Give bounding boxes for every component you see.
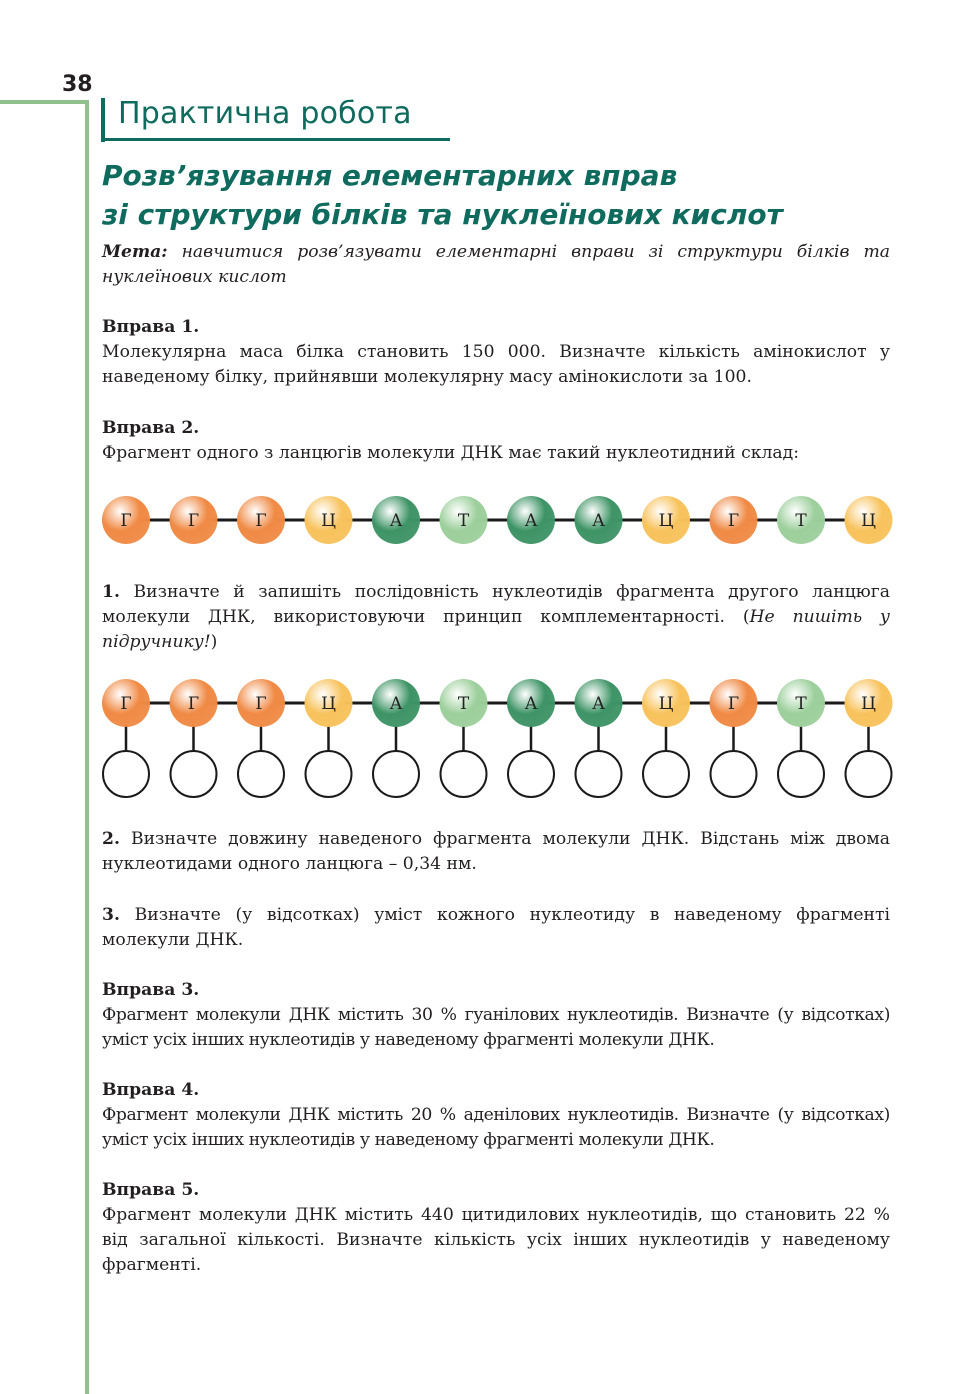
- dna-chain-1: [102, 496, 893, 544]
- question-3-body: Визначте (у відсотках) уміст кожного нуклеотиду в наведеному фрагменті молекули ДНК.: [102, 905, 890, 950]
- exercise-4-text: Фрагмент молекули ДНК містить 20 % аденілових нуклеотидів. Визначте (у відсотках) уміст усіх інших нуклеотидів у наведеному фрагменті молекули ДНК.: [102, 1105, 890, 1150]
- nucleotide-label: А: [524, 694, 538, 714]
- nucleotide-label: Г: [727, 694, 740, 714]
- empty-nucleotide-slot: [238, 751, 284, 797]
- empty-nucleotide-slot: [576, 751, 622, 797]
- exercise-3-text: Фрагмент молекули ДНК містить 30 % гуанілових нуклеотидів. Визначте (у відсотках) уміст усіх інших нуклеотидів у наведеному фрагменті молекули ДНК.: [102, 1005, 890, 1050]
- title-line-2: зі структури білків та нуклеїнових кислот: [102, 198, 783, 231]
- nucleotide-label: Ц: [658, 511, 674, 531]
- nucleotide-label: А: [389, 511, 403, 531]
- empty-nucleotide-slot: [103, 751, 149, 797]
- nucleotide-label: Ц: [321, 511, 336, 531]
- question-1-note: Не пишіть у підручнику!: [102, 607, 890, 652]
- nucleotide-label: Г: [120, 694, 132, 714]
- nucleotide-label: Т: [795, 694, 807, 714]
- empty-nucleotide-slot: [778, 751, 824, 797]
- question-1-body: Визначте й запишіть послідовність нуклеотидів фрагмента другого ланцюга молекули ДНК, використовуючи принцип комплементарності. (: [102, 582, 890, 627]
- goal-text: навчитися розв’язувати елементарні вправи зі структури білків та нуклеїнових кислот: [102, 242, 890, 287]
- nucleotide-label: Т: [457, 511, 470, 531]
- nucleotide-label: Г: [255, 694, 267, 714]
- empty-nucleotide-slot: [711, 751, 757, 797]
- question-2-text: [102, 827, 890, 877]
- nucleotide-label: Г: [120, 511, 132, 531]
- question-3-text: [102, 903, 890, 953]
- exercise-2-title: Вправа 2.: [102, 418, 200, 438]
- nucleotide-label: Т: [457, 694, 470, 714]
- dna-chain-2: [102, 679, 893, 797]
- nucleotide-label: Г: [187, 694, 200, 714]
- question-2-body: Визначте довжину наведеного фрагмента молекули ДНК. Відстань між двома нуклеотидами одного ланцюга – 0,34 нм.: [102, 829, 891, 874]
- empty-nucleotide-slot: [171, 751, 217, 797]
- empty-nucleotide-slot: [643, 751, 689, 797]
- goal-label: Мета:: [102, 242, 168, 262]
- nucleotide-label: Ц: [861, 511, 876, 531]
- nucleotide-label: А: [592, 511, 605, 531]
- exercise-5-title: Вправа 5.: [102, 1180, 200, 1200]
- nucleotide-label: А: [592, 694, 605, 714]
- nucleotide-label: Г: [187, 511, 200, 531]
- empty-nucleotide-slot: [306, 751, 352, 797]
- page-number: 38: [62, 72, 93, 97]
- empty-nucleotide-slot: [373, 751, 419, 797]
- question-1-number: 1.: [102, 582, 120, 602]
- exercise-1-title: Вправа 1.: [102, 317, 200, 337]
- title-line-1: Розв’язування елементарних вправ: [102, 159, 678, 192]
- question-2-number: 2.: [102, 829, 120, 849]
- nucleotide-label: Г: [255, 511, 267, 531]
- nucleotide-label: Ц: [321, 694, 336, 714]
- question-1-text: [102, 580, 890, 655]
- exercise-2-text: Фрагмент одного з ланцюгів молекули ДНК має такий нуклеотидний склад:: [102, 443, 799, 463]
- nucleotide-label: А: [389, 694, 403, 714]
- section-heading: Практична робота: [118, 96, 412, 131]
- question-3-number: 3.: [102, 905, 120, 925]
- exercise-4-title: Вправа 4.: [102, 1080, 200, 1100]
- exercise-5-text: Фрагмент молекули ДНК містить 440 цитидилових нуклеотидів, що становить 22 % від загальної кількості. Визначте кількість усіх інших нуклеотидів у наведеному фрагменті.: [102, 1205, 890, 1275]
- question-1-close: ): [210, 632, 218, 652]
- nucleotide-label: Ц: [658, 694, 674, 714]
- empty-nucleotide-slot: [846, 751, 892, 797]
- nucleotide-label: А: [524, 511, 538, 531]
- nucleotide-label: Г: [727, 511, 740, 531]
- empty-nucleotide-slot: [508, 751, 554, 797]
- nucleotide-label: Ц: [861, 694, 876, 714]
- nucleotide-label: Т: [795, 511, 807, 531]
- exercise-1-text: Молекулярна маса білка становить 150 000. Визначте кількість амінокислот у наведеному білку, прийнявши молекулярну масу амінокислоти за 100.: [102, 342, 890, 387]
- exercise-3-title: Вправа 3.: [102, 980, 200, 1000]
- empty-nucleotide-slot: [441, 751, 487, 797]
